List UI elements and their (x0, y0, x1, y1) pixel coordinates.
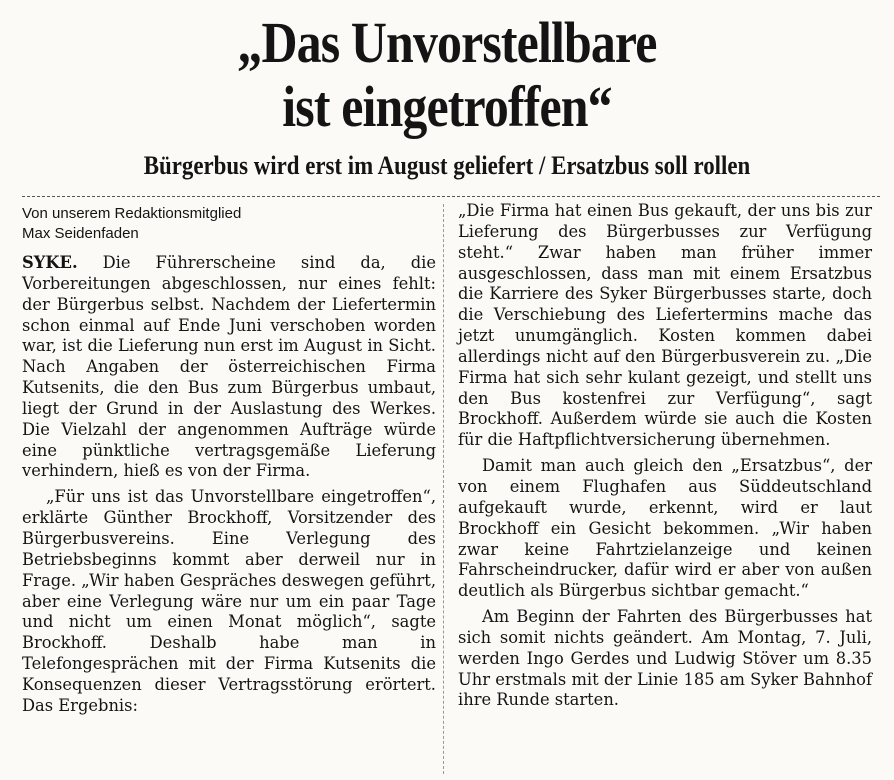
headline-line-2: ist eingetroffen“ (282, 74, 612, 139)
byline-line-1: Von unserem Redaktionsmitglied (22, 205, 242, 222)
header-divider (22, 196, 880, 197)
paragraph-text: Damit man auch gleich den „Ersatzbus“, der von einem Flughafen aus Süddeutschland aufgekauft wurde, erkennt, wird er laut Brockhoff ein Gesicht bekommen. „Wir haben zwar keine Fahrtzielanzeige und keinen Fahrscheindrucker, dafür wird er aber von außen deutlich als Bürgerbus sichtbar gemacht.“ (458, 456, 872, 601)
column-right (458, 201, 872, 711)
subheadline: Bürgerbus wird erst im August geliefert / Ersatzbus soll rollen (143, 151, 751, 180)
column-left (22, 204, 436, 717)
paragraph-text: Am Beginn der Fahrten des Bürgerbusses hat sich somit nichts geändert. Am Montag, 7. Juli, werden Ingo Gerdes und Ludwig Stöver um 8.35 Uhr erstmals mit der Linie 185 am Syker Bahnhof ihre Runde starten. (458, 607, 872, 710)
paragraph-text: „Für uns ist das Unvorstellbare eingetroffen“, erklärte Günther Brockhoff, Vorsitzender des Bürgerbusvereins. Eine Verlegung des Betriebsbeginns kommt aber derweil nur in Frage. „Wir haben Gespräches deswegen geführt, aber eine Verlegung wäre nur um ein paar Tage und nicht um einen Monat möglich“, sagte Brockhoff. Deshalb habe man in Telefongesprächen mit der Firma Kutsenits die Konsequenzen dieser Vertragsstörung erörtert. Das Ergebnis: (22, 487, 436, 715)
headline-line-1: „Das Unvorstellbare (237, 10, 657, 75)
byline (22, 204, 436, 244)
column-divider (443, 204, 444, 774)
paragraph-text: Die Führerscheine sind da, die Vorbereitungen abgeschlossen, nur eines fehlt: der Bürgerbus selbst. Nachdem der Liefertermin schon einmal auf Ende Juni verschoben worden war, ist die Lieferung nun erst im August in Sicht. Nach Angaben der österreichischen Firma Kutsenits, die den Bus zum Bürgerbus umbaut, liegt der Grund in der Auslastung des Werkes. Die Vielzahl der angenommen Aufträge würde eine pünktliche vertragsgemäße Lieferung verhindern, hieß es von der Firma. (22, 253, 436, 481)
paragraph (458, 456, 872, 602)
byline-line-2: Max Seidenfaden (22, 225, 139, 242)
paragraph (458, 201, 872, 451)
paragraph (22, 253, 436, 482)
paragraph (458, 607, 872, 711)
paragraph (22, 487, 436, 716)
dateline: SYKE. (22, 253, 78, 272)
paragraph-text: „Die Firma hat einen Bus gekauft, der uns bis zur Lieferung des Bürgerbusses zur Verfügung steht.“ Zwar haben man früher immer ausgeschlossen, dass man mit einem Ersatzbus die Karriere des Syker Bürgerbusses starte, doch die Verschiebung des Liefertermins mache das jetzt unumgänglich. Kosten kommen dabei allerdings nicht auf den Bürgerbusverein zu. „Die Firma hat sich sehr kulant gezeigt, und stellt uns den Bus kostenfrei zur Verfügung“, sagt Brockhoff. Außerdem würde sie auch die Kosten für die Haftpflichtversicherung übernehmen. (458, 201, 872, 450)
